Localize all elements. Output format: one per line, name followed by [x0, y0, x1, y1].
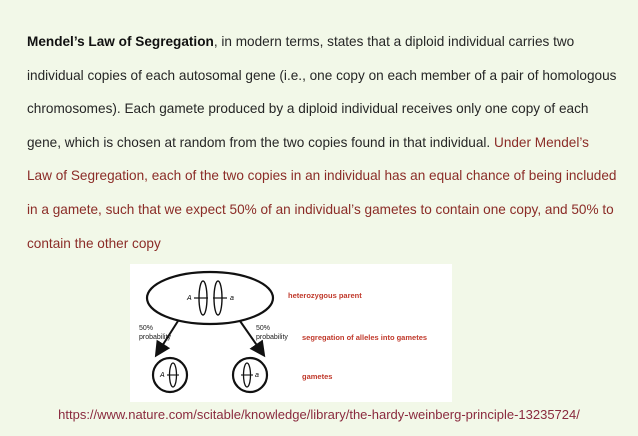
right-probability-label: probability: [256, 334, 288, 341]
left-probability-percent: 50%: [139, 325, 154, 332]
right-probability-percent: 50%: [256, 325, 271, 332]
body-paragraph: [27, 25, 617, 260]
gamete-allele-a: a: [255, 372, 259, 379]
parent-cell: [147, 272, 273, 324]
segregation-label: segregation of alleles into gametes: [302, 333, 428, 342]
gamete-left: [153, 358, 187, 392]
highlighted-text: Under Mendel’s Law of Segregation, each of the two copies in an individual has an equal chance of being included in a gamete, such that we expect 50% of an individual’s gametes to contain one copy, and 50% to contain the other copy: [27, 134, 617, 251]
gamete-right: [233, 358, 267, 392]
allele-A-label: A: [187, 295, 192, 302]
chromosome-right: [213, 281, 227, 315]
allele-a-label: a: [230, 295, 234, 302]
source-link[interactable]: https://www.nature.com/scitable/knowledge/library/the-hardy-weinberg-principle-13235724/: [58, 407, 580, 422]
gametes-label: gametes: [302, 372, 333, 381]
chromosome-left: [194, 281, 208, 315]
law-name: Mendel’s Law of Segregation: [27, 34, 214, 49]
gamete-allele-A: A: [160, 372, 165, 379]
heterozygous-parent-label: heterozygous parent: [288, 291, 362, 300]
segregation-diagram: [130, 264, 452, 402]
left-probability-label: probability: [139, 334, 171, 341]
paragraph-text: , in modern terms, states that a diploid individual carries two individual copies of each autosomal gene (i.e., one copy on each member of a pair of homologous chromosomes). Each gamete produced by a diploid individual receives only one copy of each gene, which is chosen at random from the two copies found in that individual.: [27, 34, 617, 150]
